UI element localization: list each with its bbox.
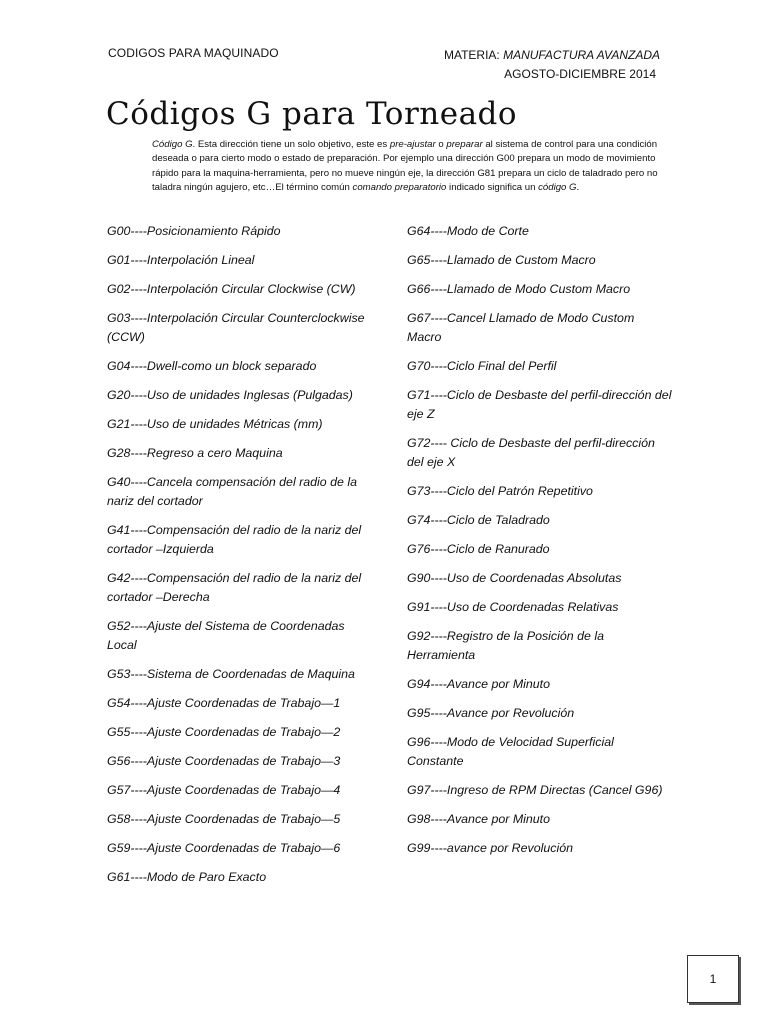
code-item-g56: G56----Ajuste Coordenadas de Trabajo—3: [107, 754, 341, 768]
intro-text: al sistema de control para una condición deseada o para cierto modo o estado de preparación. Por ejemplo una dirección G00 prepara un modo de movimiento rápido para la maquina-herramienta, pero no mueve ningún eje, la dirección G81 prepara un ciclo de taladrado pero no taladra ningún agujero, etc…El término común: [152, 139, 658, 194]
code-item-g57: G57----Ajuste Coordenadas de Trabajo—4: [107, 783, 341, 797]
intro-text: . Esta dirección tiene un solo objetivo, este es: [192, 139, 390, 150]
page-title: Códigos G para Torneado: [106, 96, 518, 132]
code-item-g92: G92----Registro de la Posición de la Herramienta: [407, 629, 604, 662]
code-item-g76: G76----Ciclo de Ranurado: [407, 542, 550, 556]
code-item-g95: G95----Avance por Revolución: [407, 706, 575, 720]
code-item-g42: G42----Compensación del radio de la nariz del cortador –Derecha: [107, 571, 362, 604]
code-item-g71: G71----Ciclo de Desbaste del perfil-dirección del eje Z: [407, 388, 672, 421]
code-item-g99: G99----avance por Revolución: [407, 841, 573, 855]
intro-text: indicado significa un: [446, 182, 539, 194]
code-item-g58: G58----Ajuste Coordenadas de Trabajo—5: [107, 812, 341, 826]
intro-em: pre-ajustar: [389, 139, 436, 150]
intro-em: Código G: [152, 139, 193, 150]
code-item-g70: G70----Ciclo Final del Perfil: [407, 359, 557, 373]
codes-right-column: [407, 222, 672, 868]
code-item-g74: G74----Ciclo de Taladrado: [407, 513, 550, 527]
page-number-box: [687, 955, 739, 1003]
code-item-g97: G97----Ingreso de RPM Directas (Cancel G96): [407, 783, 663, 797]
code-item-g52: G52----Ajuste del Sistema de Coordenadas Local: [107, 619, 345, 652]
intro-text: o: [435, 139, 447, 150]
code-item-g02: G02----Interpolación Circular Clockwise (CW): [107, 282, 356, 296]
intro-em: código G: [538, 182, 577, 194]
header-period: AGOSTO-DICIEMBRE 2014: [504, 67, 656, 81]
code-item-g40: G40----Cancela compensación del radio de la nariz del cortador: [107, 475, 358, 508]
intro-text: .: [576, 182, 580, 194]
code-item-g21: G21----Uso de unidades Métricas (mm): [107, 417, 323, 431]
code-item-g65: G65----Llamado de Custom Macro: [407, 253, 596, 267]
code-item-g20: G20----Uso de unidades Inglesas (Pulgadas): [107, 388, 353, 402]
code-item-g55: G55----Ajuste Coordenadas de Trabajo—2: [107, 725, 341, 739]
code-item-g72: G72---- Ciclo de Desbaste del perfil-dirección del eje X: [407, 436, 655, 469]
code-item-g54: G54----Ajuste Coordenadas de Trabajo—1: [107, 696, 341, 710]
intro-paragraph: [152, 138, 662, 196]
code-item-g67: G67----Cancel Llamado de Modo Custom Macro: [407, 311, 635, 344]
code-item-g59: G59----Ajuste Coordenadas de Trabajo—6: [107, 841, 341, 855]
header-materia: [444, 46, 660, 65]
page-number: 1: [709, 972, 717, 986]
code-item-g94: G94----Avance por Minuto: [407, 677, 551, 691]
intro-em: comando preparatorio: [352, 182, 447, 194]
code-item-g64: G64----Modo de Corte: [407, 224, 529, 238]
code-item-g98: G98----Avance por Minuto: [407, 812, 551, 826]
code-item-g01: G01----Interpolación Lineal: [107, 253, 255, 267]
codes-left-column: [107, 222, 372, 897]
code-item-g04: G04----Dwell-como un block separado: [107, 359, 317, 373]
code-item-g96: G96----Modo de Velocidad Superficial Constante: [407, 735, 614, 768]
header-right-block: [444, 46, 660, 84]
intro-em: preparar: [446, 139, 483, 150]
code-item-g00: G00----Posicionamiento Rápido: [107, 224, 281, 238]
code-item-g73: G73----Ciclo del Patrón Repetitivo: [407, 484, 593, 498]
code-item-g66: G66----Llamado de Modo Custom Macro: [407, 282, 631, 296]
header-course-title: CODIGOS PARA MAQUINADO: [108, 46, 279, 60]
materia-value: MANUFACTURA AVANZADA: [503, 48, 660, 62]
code-item-g28: G28----Regreso a cero Maquina: [107, 446, 283, 460]
code-item-g90: G90----Uso de Coordenadas Absolutas: [407, 571, 622, 585]
code-item-g61: G61----Modo de Paro Exacto: [107, 870, 267, 884]
code-item-g91: G91----Uso de Coordenadas Relativas: [407, 600, 619, 614]
code-item-g03: G03----Interpolación Circular Counterclockwise (CCW): [107, 311, 365, 344]
materia-label: MATERIA:: [443, 48, 504, 62]
code-item-g53: G53----Sistema de Coordenadas de Maquina: [107, 667, 355, 681]
code-item-g41: G41----Compensación del radio de la nariz del cortador –Izquierda: [107, 523, 362, 556]
